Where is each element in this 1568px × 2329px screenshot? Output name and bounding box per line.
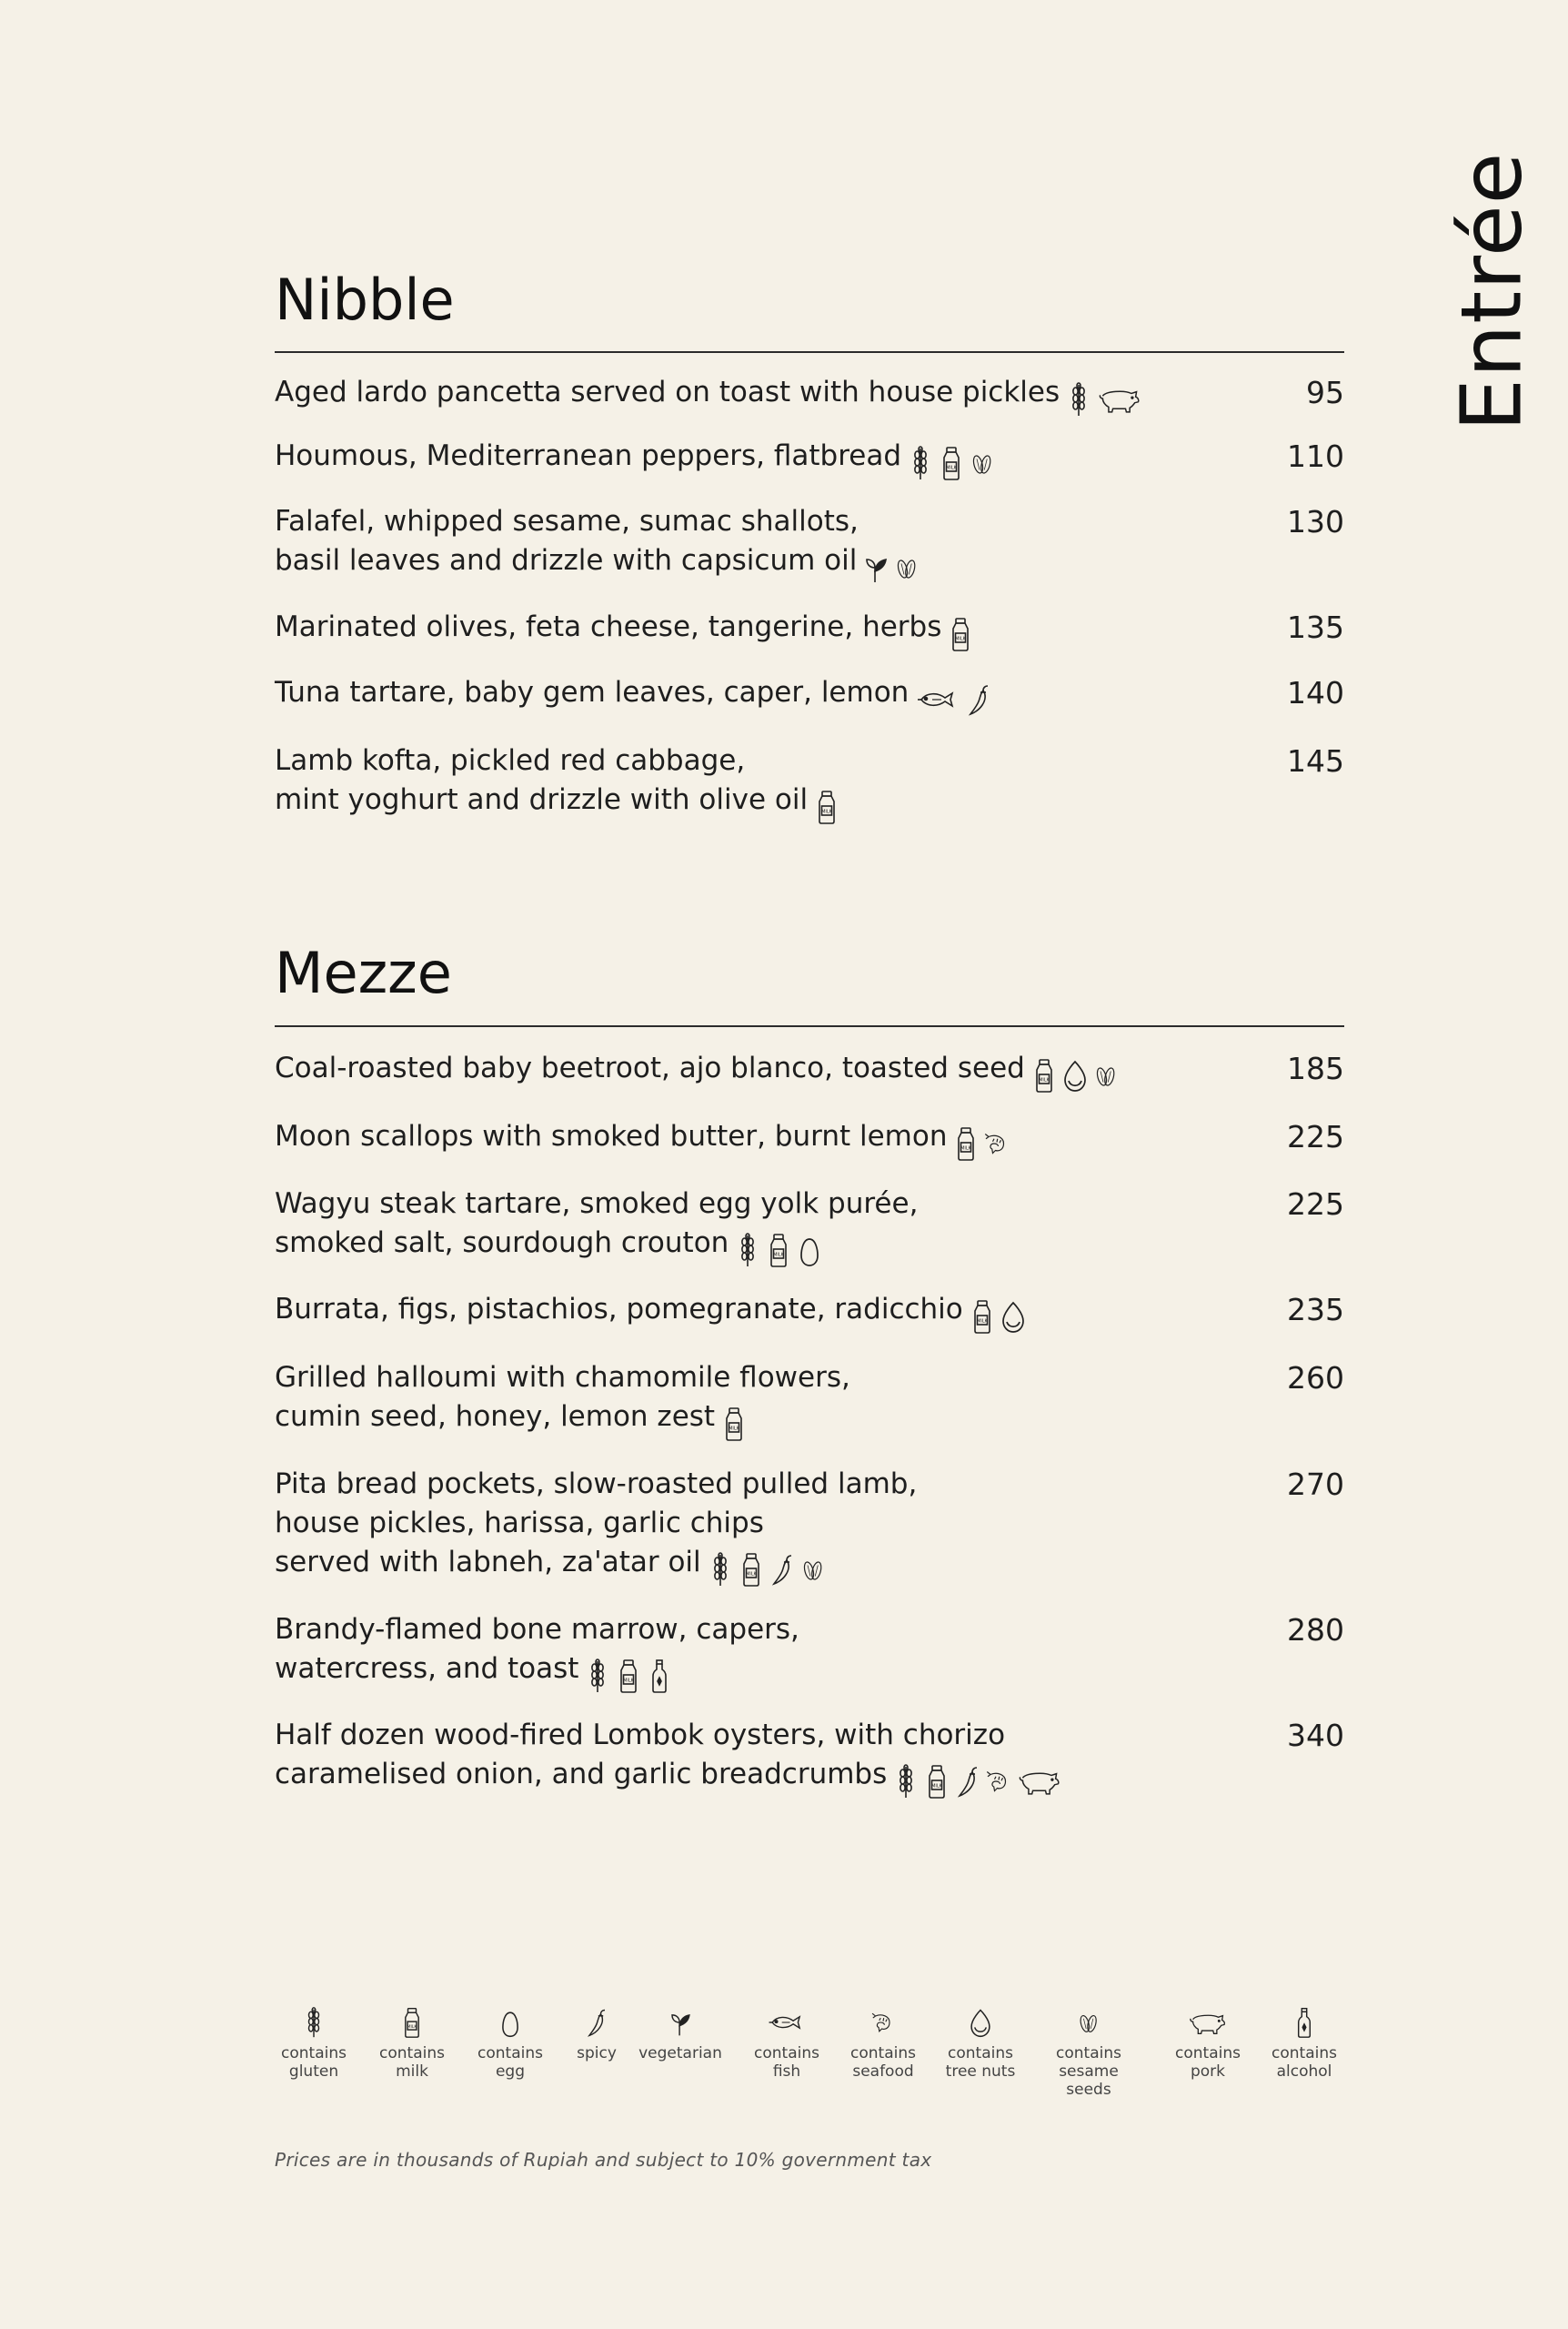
menu-item-line	[275, 1290, 1184, 1335]
menu-item-line	[275, 1358, 1184, 1397]
allergen-icons	[969, 1296, 1030, 1335]
allergen-icons	[907, 442, 1000, 481]
menu-item-description	[275, 1358, 1184, 1442]
svg-text:MILK: MILK	[821, 809, 833, 814]
menu-item-text: watercress, and toast	[275, 1652, 579, 1685]
menu-item-description	[275, 741, 1184, 825]
menu-item-line	[275, 781, 1184, 825]
svg-text:MILK: MILK	[976, 1318, 988, 1324]
egg-icon	[796, 1232, 823, 1268]
milk-icon	[738, 1551, 765, 1588]
allergen-icons	[914, 679, 996, 718]
legend-label-line: gluten	[288, 2062, 339, 2081]
menu-item-line	[275, 437, 1184, 481]
legend-item-milk	[362, 2006, 462, 2081]
menu-item-text: Brandy-flamed bone marrow, capers,	[275, 1613, 799, 1646]
allergen-icons	[952, 1123, 1014, 1162]
legend-item-seafood	[833, 2006, 933, 2081]
seafood-icon	[985, 1763, 1012, 1800]
allergen-legend	[264, 2006, 1410, 2115]
allergen-icons	[707, 1548, 830, 1588]
legend-item-sesame	[1039, 2006, 1139, 2099]
legend-item-egg	[460, 2006, 560, 2081]
legend-label	[1158, 2044, 1258, 2081]
menu-item-line	[275, 1049, 1184, 1094]
sesame-icon	[969, 445, 996, 481]
legend-label-line: tree nuts	[945, 2062, 1016, 2081]
menu-item-text: Burrata, figs, pistachios, pomegranate, radicchio	[275, 1293, 963, 1326]
menu-item-price: 145	[1287, 743, 1344, 779]
legend-label	[1254, 2044, 1354, 2081]
allergen-icons	[734, 1229, 827, 1268]
menu-item-line	[275, 1185, 1184, 1224]
legend-label-line: contains	[281, 2044, 347, 2062]
vegetarian-icon	[668, 2006, 693, 2039]
menu-item-price: 95	[1306, 375, 1344, 410]
menu-item-description	[275, 1049, 1184, 1094]
section-title: Nibble	[275, 267, 455, 333]
treenuts-icon	[1061, 1057, 1089, 1094]
legend-label-line: contains	[477, 2044, 543, 2062]
menu-item-text: basil leaves and drizzle with capsicum oil	[275, 544, 858, 577]
legend-item-treenuts	[930, 2006, 1030, 2081]
allergen-icons	[862, 547, 924, 586]
seafood-icon	[870, 2006, 896, 2039]
legend-label-line: contains	[1175, 2044, 1241, 2062]
menu-item-line	[275, 608, 1184, 652]
milk-icon	[720, 1406, 748, 1442]
legend-label-line: alcohol	[1276, 2062, 1332, 2081]
legend-label	[737, 2044, 837, 2081]
pork-icon	[1016, 1763, 1063, 1800]
milk-icon	[923, 1763, 950, 1800]
legend-label	[264, 2044, 364, 2081]
section-title: Mezze	[275, 940, 452, 1006]
legend-item-alcohol	[1254, 2006, 1354, 2081]
menu-item-description	[275, 1465, 1184, 1588]
alcohol-icon	[646, 1658, 673, 1694]
svg-text:MILK: MILK	[946, 465, 957, 470]
menu-item-price: 340	[1287, 1718, 1344, 1753]
menu-item-text: Moon scallops with smoked butter, burnt lemon	[275, 1120, 948, 1153]
menu-item-line	[275, 541, 1184, 586]
milk-icon	[399, 2006, 425, 2039]
menu-item-line	[275, 1755, 1184, 1800]
menu-item-line	[275, 1397, 1184, 1442]
menu-item-line	[275, 673, 1184, 718]
menu-item-text: mint yoghurt and drizzle with olive oil	[275, 783, 809, 816]
legend-item-vegetarian	[630, 2006, 730, 2062]
menu-item-description	[275, 1117, 1184, 1162]
svg-text:MILK: MILK	[1038, 1077, 1050, 1083]
menu-item-price: 110	[1287, 439, 1344, 474]
legend-label-line: contains	[850, 2044, 916, 2062]
legend-label-line: contains	[754, 2044, 819, 2062]
menu-item-description	[275, 502, 1184, 586]
menu-item-price: 130	[1287, 504, 1344, 539]
svg-text:MILK: MILK	[773, 1252, 785, 1257]
menu-item-text: cumin seed, honey, lemon zest	[275, 1400, 716, 1433]
sesame-icon	[893, 549, 920, 586]
menu-item-description	[275, 1716, 1184, 1800]
allergen-icons	[720, 1403, 751, 1442]
legend-label-line: pork	[1190, 2062, 1226, 2081]
menu-item-text: smoked salt, sourdough crouton	[275, 1226, 729, 1259]
menu-item-description	[275, 1290, 1184, 1335]
menu-item-description	[275, 608, 1184, 652]
menu-item-price: 225	[1287, 1119, 1344, 1154]
legend-label-line: contains	[948, 2044, 1013, 2062]
menu-item-text: Half dozen wood-fired Lombok oysters, with chorizo	[275, 1719, 1006, 1751]
allergen-icons	[584, 1655, 677, 1694]
menu-item-description	[275, 437, 1184, 481]
seafood-icon	[983, 1125, 1010, 1162]
gluten-icon	[301, 2006, 327, 2039]
sesame-icon	[1092, 1057, 1120, 1094]
fish-icon	[766, 2006, 808, 2039]
section-divider	[275, 1025, 1344, 1027]
fish-icon	[914, 681, 961, 718]
allergen-icons	[947, 613, 978, 652]
legend-label-line: sesame seeds	[1059, 2062, 1119, 2099]
allergen-icons	[1065, 378, 1147, 418]
legend-item-fish	[737, 2006, 837, 2081]
milk-icon	[813, 789, 840, 825]
legend-item-gluten	[264, 2006, 364, 2081]
menu-item-price: 270	[1287, 1467, 1344, 1502]
pork-icon	[1187, 2006, 1229, 2039]
page-side-title	[1442, 146, 1541, 437]
treenuts-icon	[1000, 1298, 1027, 1335]
spicy-icon	[769, 1551, 796, 1588]
legend-item-pork	[1158, 2006, 1258, 2081]
menu-item-line	[275, 502, 1184, 541]
egg-icon	[498, 2006, 523, 2039]
legend-label-line: contains	[1271, 2044, 1337, 2062]
section-nibble	[275, 264, 1344, 846]
legend-label-line: egg	[495, 2062, 526, 2081]
menu-item-text: Coal-roasted baby beetroot, ajo blanco, toasted seed	[275, 1052, 1025, 1084]
menu-item-line	[275, 1543, 1184, 1588]
menu-item-line	[275, 1716, 1184, 1755]
menu-item-text: Grilled halloumi with chamomile flowers,	[275, 1361, 850, 1394]
pork-icon	[1096, 381, 1143, 418]
gluten-icon	[734, 1232, 761, 1268]
sesame-icon	[1076, 2006, 1101, 2039]
milk-icon	[938, 445, 965, 481]
legend-label-line: seafood	[852, 2062, 914, 2081]
legend-label-line: vegetarian	[638, 2044, 722, 2062]
menu-item-price: 280	[1287, 1612, 1344, 1648]
menu-item-line	[275, 741, 1184, 781]
menu-item-line	[275, 373, 1184, 418]
legend-label-line: spicy	[577, 2044, 617, 2062]
menu-item-text: house pickles, harissa, garlic chips	[275, 1507, 764, 1539]
legend-label	[362, 2044, 462, 2081]
alcohol-icon	[1292, 2006, 1317, 2039]
menu-item-price: 135	[1287, 610, 1344, 645]
svg-text:MILK: MILK	[931, 1783, 943, 1789]
menu-item-line	[275, 1117, 1184, 1162]
menu-item-line	[275, 1504, 1184, 1543]
allergen-icons	[892, 1760, 1067, 1800]
menu-item-line	[275, 1649, 1184, 1694]
gluten-icon	[707, 1551, 734, 1588]
menu-item-price: 235	[1287, 1292, 1344, 1327]
svg-text:MILK: MILK	[960, 1145, 972, 1151]
menu-item-line	[275, 1465, 1184, 1504]
menu-item-price: 260	[1287, 1360, 1344, 1396]
section-divider	[275, 351, 1344, 353]
menu-item-text: Marinated olives, feta cheese, tangerine, herbs	[275, 610, 942, 643]
legend-label-line: contains	[379, 2044, 445, 2062]
menu-item-description	[275, 1610, 1184, 1694]
svg-text:MILK: MILK	[623, 1678, 635, 1683]
svg-text:MILK: MILK	[407, 2024, 417, 2030]
milk-icon	[947, 616, 974, 652]
allergen-icons	[813, 786, 844, 825]
legend-label-line: fish	[772, 2062, 801, 2081]
menu-item-description	[275, 1185, 1184, 1268]
menu-item-text: Tuna tartare, baby gem leaves, caper, lemon	[275, 676, 910, 709]
menu-item-text: Houmous, Mediterranean peppers, flatbread	[275, 439, 902, 472]
menu-item-line	[275, 1610, 1184, 1649]
milk-icon	[765, 1232, 792, 1268]
treenuts-icon	[968, 2006, 993, 2039]
menu-item-line	[275, 1224, 1184, 1268]
legend-label	[630, 2044, 730, 2062]
menu-item-price: 140	[1287, 675, 1344, 711]
legend-label-line: contains	[1056, 2044, 1121, 2062]
legend-label	[930, 2044, 1030, 2081]
milk-icon	[615, 1658, 642, 1694]
menu-item-text: served with labneh, za'atar oil	[275, 1546, 701, 1578]
milk-icon	[969, 1298, 996, 1335]
side-title-text: Entrée	[1442, 151, 1541, 431]
section-mezze	[275, 937, 1344, 1810]
menu-item-price: 225	[1287, 1186, 1344, 1222]
svg-text:MILK: MILK	[729, 1426, 740, 1431]
milk-icon	[1030, 1057, 1058, 1094]
menu-item-description	[275, 373, 1184, 418]
spicy-icon	[965, 681, 992, 718]
menu-item-text: Pita bread pockets, slow-roasted pulled lamb,	[275, 1467, 918, 1500]
allergen-icons	[1030, 1054, 1123, 1094]
gluten-icon	[1065, 381, 1092, 418]
svg-text:MILK: MILK	[955, 636, 967, 641]
legend-label-line: milk	[396, 2062, 428, 2081]
gluten-icon	[892, 1763, 920, 1800]
legend-label	[833, 2044, 933, 2081]
spicy-icon	[954, 1763, 981, 1800]
vegetarian-icon	[862, 549, 890, 586]
menu-item-text: caramelised onion, and garlic breadcrumbs	[275, 1758, 888, 1790]
svg-text:MILK: MILK	[745, 1571, 757, 1577]
menu-item-price: 185	[1287, 1051, 1344, 1086]
sesame-icon	[799, 1551, 827, 1588]
menu-item-text: Lamb kofta, pickled red cabbage,	[275, 744, 746, 777]
legend-label	[1039, 2044, 1139, 2099]
price-footnote: Prices are in thousands of Rupiah and subject to 10% government tax	[275, 2149, 932, 2171]
menu-item-text: Wagyu steak tartare, smoked egg yolk purée,	[275, 1187, 919, 1220]
menu-item-text: Falafel, whipped sesame, sumac shallots,	[275, 505, 859, 538]
spicy-icon	[584, 2006, 609, 2039]
gluten-icon	[907, 445, 934, 481]
menu-item-description	[275, 673, 1184, 718]
milk-icon	[952, 1125, 980, 1162]
legend-label	[460, 2044, 560, 2081]
menu-item-text: Aged lardo pancetta served on toast with house pickles	[275, 376, 1060, 408]
gluten-icon	[584, 1658, 611, 1694]
